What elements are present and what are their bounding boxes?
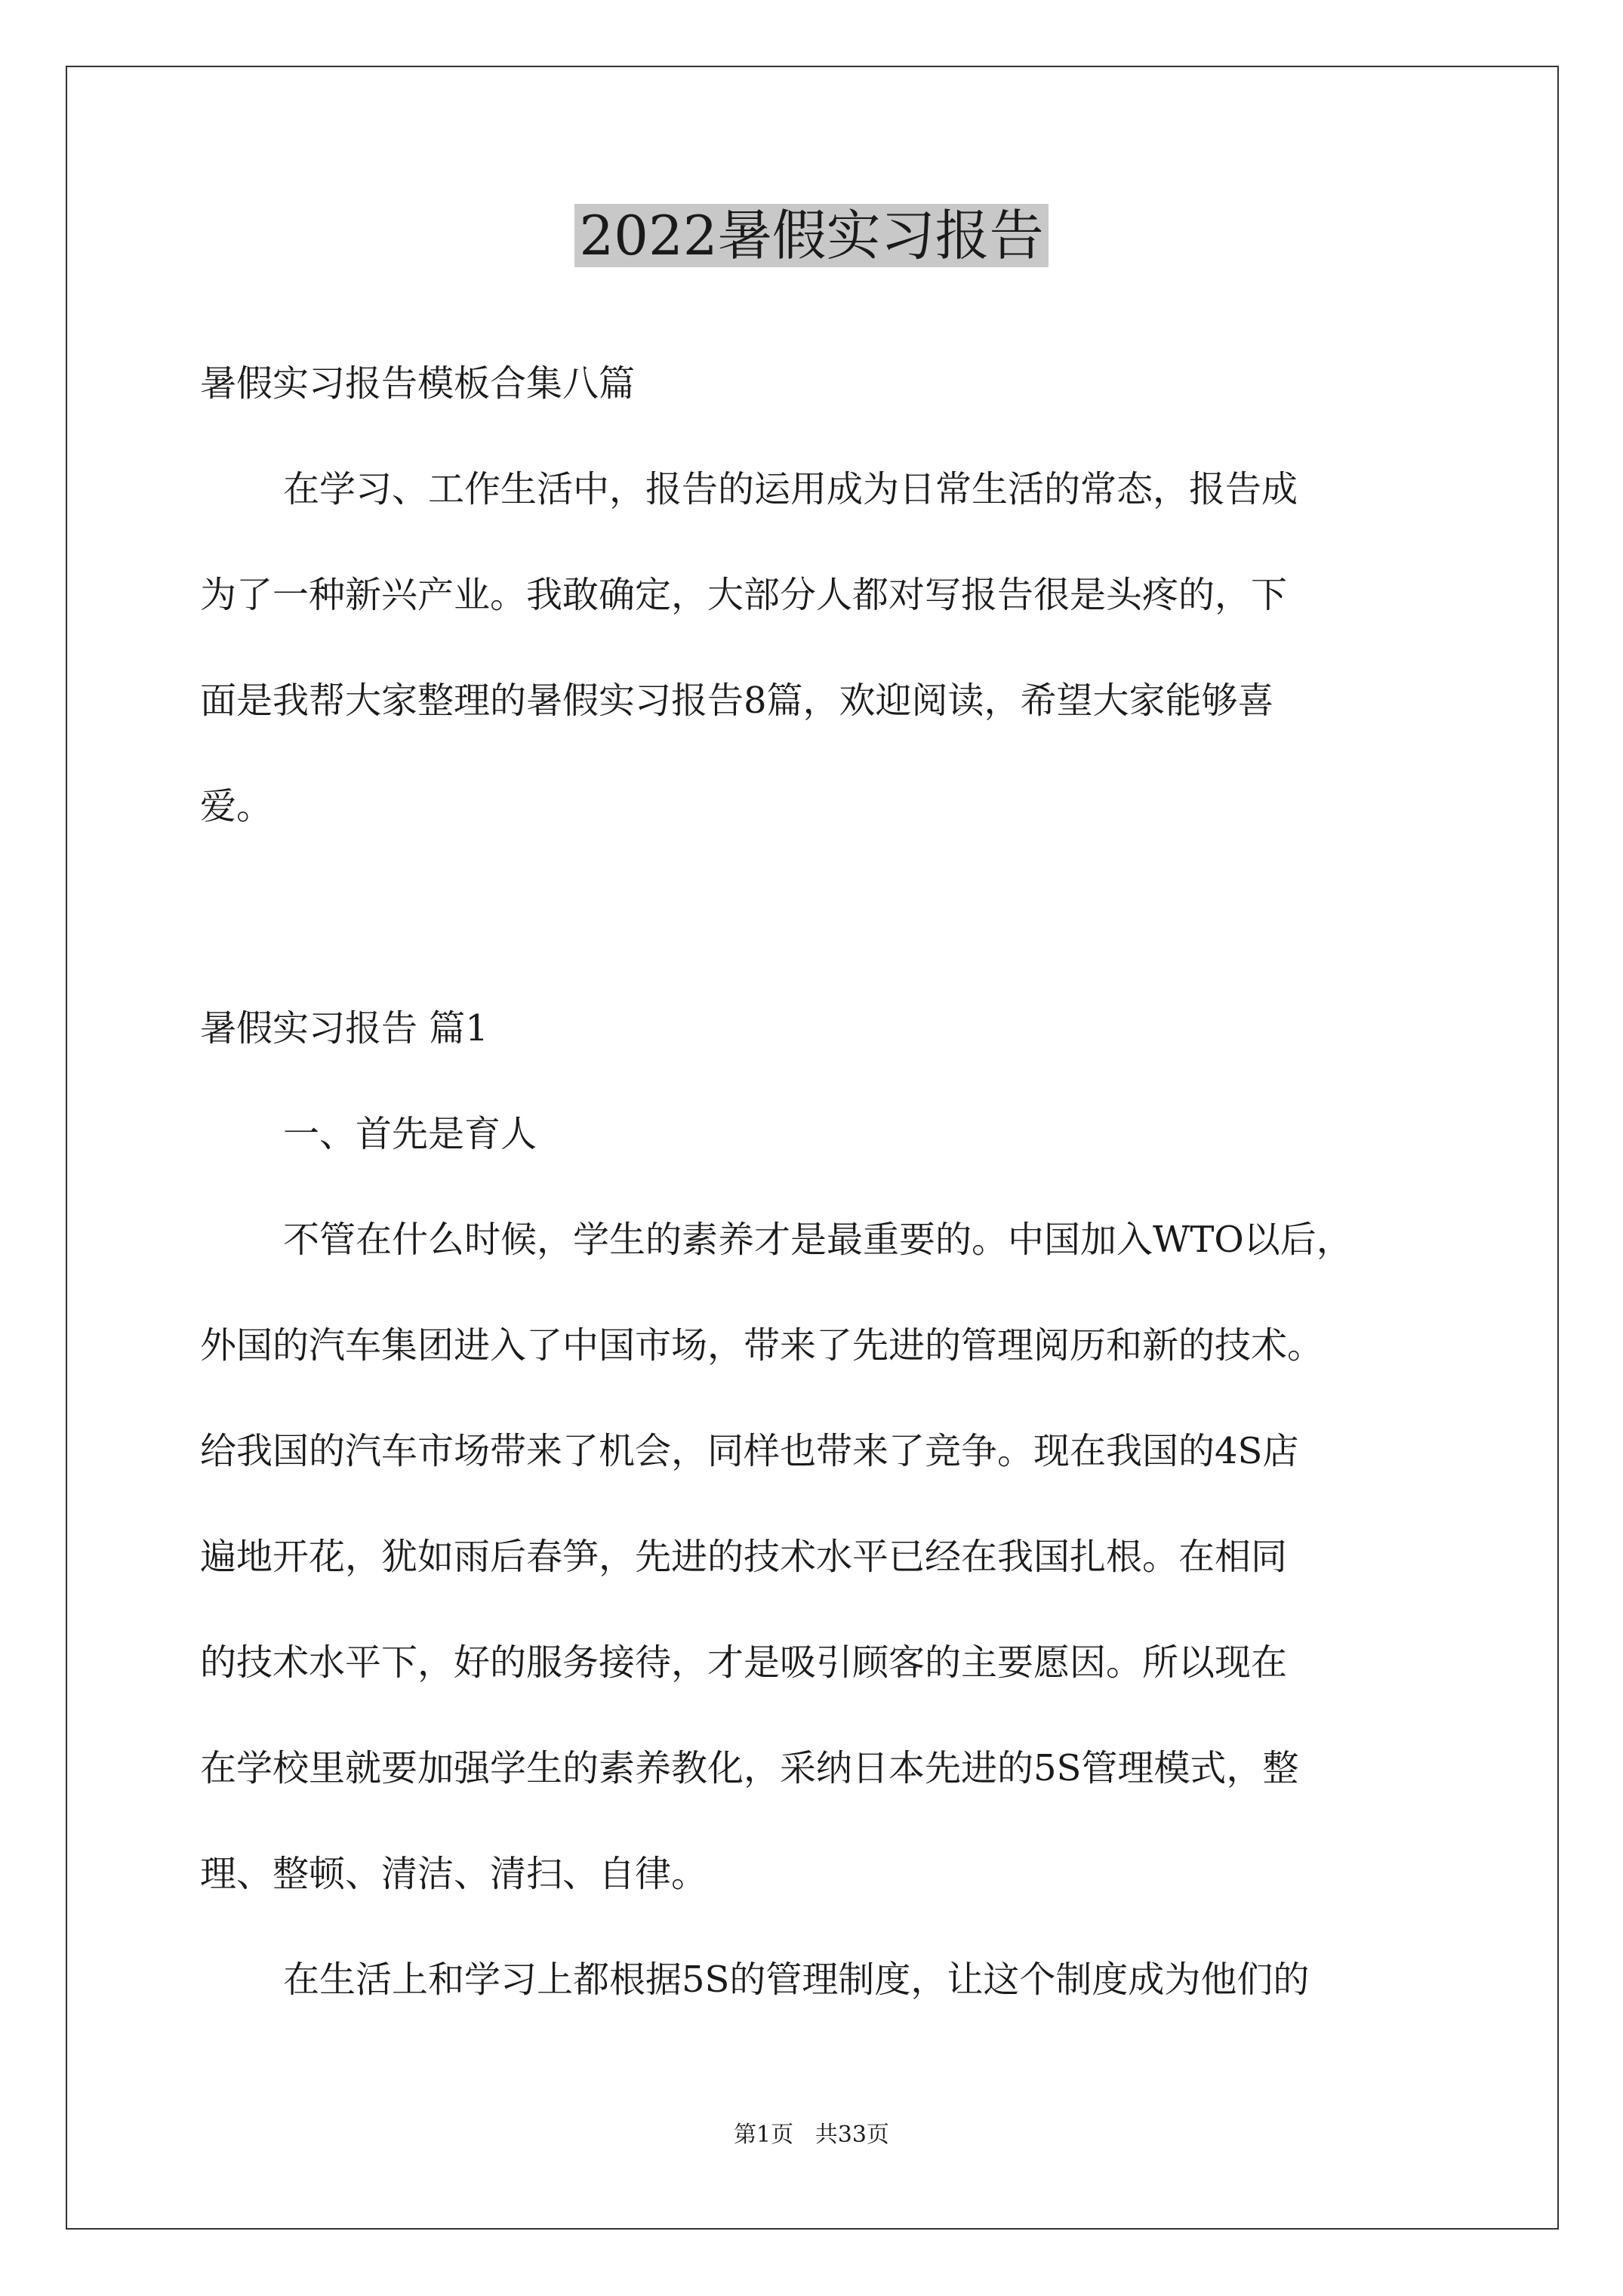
body-line-5: 的技术水平下，好的服务接待，才是吸引顾客的主要愿因。所以现在 — [200, 1641, 1288, 1684]
body-line-7: 理、整顿、清洁、清扫、自律。 — [200, 1853, 708, 1895]
intro-line-3: 面是我帮大家整理的暑假实习报告8篇，欢迎阅读，希望大家能够喜 — [200, 680, 1274, 722]
page-number-footer: 第1页 共33页 — [734, 2122, 889, 2148]
intro-line-1: 在学习、工作生活中，报告的运用成为日常生活的常态，报告成 — [283, 468, 1298, 510]
body-line-1: 不管在什么时候，学生的素养才是最重要的。中国加入WTO以后， — [283, 1219, 1353, 1261]
body-line-6: 在学校里就要加强学生的素养教化，采纳日本先进的5S管理模式，整 — [200, 1747, 1299, 1789]
intro-line-2: 为了一种新兴产业。我敢确定，大部分人都对写报告很是头疼的，下 — [200, 574, 1288, 616]
body-line-8: 在生活上和学习上都根据5S的管理制度，让这个制度成为他们的 — [283, 1959, 1310, 2001]
title-text: 2022暑假实习报告 — [574, 204, 1048, 267]
body-line-3: 给我国的汽车市场带来了机会，同样也带来了竞争。现在我国的4S店 — [200, 1430, 1299, 1472]
section-heading: 暑假实习报告 篇1 — [200, 1007, 488, 1049]
body-line-2: 外国的汽车集团进入了中国市场，带来了先进的管理阅历和新的技术。 — [200, 1324, 1324, 1367]
intro-line-4: 爱。 — [200, 785, 273, 827]
body-line-4: 遍地开花，犹如雨后春笋，先进的技术水平已经在我国扎根。在相同 — [200, 1536, 1288, 1578]
document-subtitle: 暑假实习报告模板合集八篇 — [200, 362, 636, 405]
point-heading: 一、首先是育人 — [283, 1113, 537, 1155]
document-title — [0, 198, 1623, 273]
